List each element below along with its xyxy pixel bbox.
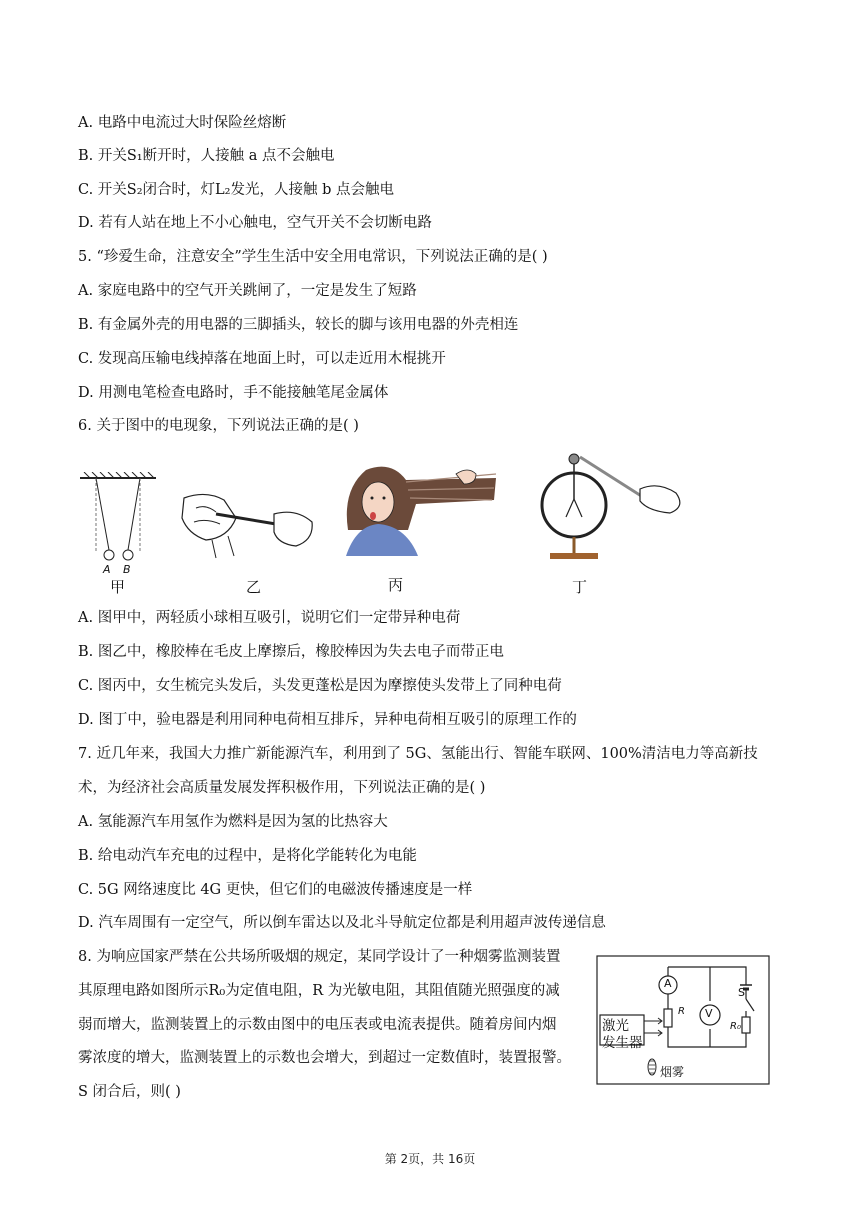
q8-line4: 雾浓度的增大，监测装置上的示数也会增大，到超过一定数值时，装置报警。 [78, 1050, 571, 1066]
q5-option-d: D. 用测电笔检查电路时，手不能接触笔尾金属体 [78, 385, 389, 401]
q5-option-c: C. 发现高压输电线掉落在地面上时，可以走近用木棍挑开 [78, 351, 446, 367]
q4-option-a: A. 电路中电流过大时保险丝熔断 [78, 115, 287, 131]
switch-label: S [738, 986, 745, 999]
girl-hair-figure [336, 460, 498, 556]
laser-label-line1: 激光 [602, 1018, 629, 1034]
ball-label-b: B [123, 563, 131, 576]
q5-stem: 5. “珍爱生命，注意安全”学生生活中安全用电常识，下列说法正确的是( ) [78, 249, 548, 265]
q8-line5: S 闭合后，则( ) [78, 1084, 181, 1100]
electroscope-figure [536, 447, 694, 565]
voltmeter-label: V [705, 1007, 713, 1020]
page-footer: 第 2页，共 16页 [384, 1152, 476, 1166]
q7-stem-line2: 术，为经济社会高质量发展发挥积极作用，下列说法正确的是( ) [78, 780, 486, 796]
q4-option-d: D. 若有人站在地上不小心触电，空气开关不会切断电路 [78, 215, 432, 231]
q5-option-b: B. 有金属外壳的用电器的三脚插头，较长的脚与该用电器的外壳相连 [78, 317, 519, 333]
q7-option-a: A. 氢能源汽车用氢作为燃料是因为氢的比热容大 [78, 814, 388, 830]
q8-line1: 8. 为响应国家严禁在公共场所吸烟的规定，某同学设计了一种烟雾监测装置 [78, 949, 561, 965]
figure-caption-ding: 丁 [572, 578, 588, 596]
q4-option-c: C. 开关S₂闭合时，灯L₂发光，人接触 b 点会触电 [78, 182, 394, 198]
photoresistor-label: R [678, 1006, 685, 1017]
ball-label-a: A [103, 563, 111, 576]
rubbing-rod-figure [176, 488, 321, 560]
q7-option-b: B. 给电动汽车充电的过程中，是将化学能转化为电能 [78, 848, 417, 864]
q6-option-a: A. 图甲中，两轻质小球相互吸引，说明它们一定带异种电荷 [78, 610, 461, 626]
pendulum-figure [78, 472, 158, 572]
smoke-label: 烟雾 [660, 1065, 685, 1079]
q7-stem-line1: 7. 近几年来，我国大力推广新能源汽车，利用到了 5G、氢能出行、智能车联网、100%清洁电力等高新技 [78, 746, 758, 762]
q8-line3: 弱而增大，监测装置上的示数由图中的电压表或电流表提供。随着房间内烟 [78, 1017, 557, 1033]
q4-option-b: B. 开关S₁断开时，人接触 a 点不会触电 [78, 148, 335, 164]
q6-option-d: D. 图丁中，验电器是利用同种电荷相互排斥，异种电荷相互吸引的原理工作的 [78, 712, 577, 728]
figure-caption-yi: 乙 [246, 578, 262, 596]
q5-option-a: A. 家庭电路中的空气开关跳闸了，一定是发生了短路 [78, 283, 417, 299]
ammeter-label: A [664, 977, 672, 990]
q8-line2: 其原理电路如图所示R₀为定值电阻，R 为光敏电阻，其阻值随光照强度的减 [78, 983, 560, 999]
figure-caption-jia: 甲 [110, 578, 126, 596]
figure-caption-bing: 丙 [388, 576, 404, 594]
q6-stem: 6. 关于图中的电现象，下列说法正确的是( ) [78, 418, 359, 434]
laser-label-line2: 发生器 [602, 1035, 643, 1051]
q7-option-d: D. 汽车周围有一定空气，所以倒车雷达以及北斗导航定位都是利用超声波传递信息 [78, 915, 606, 931]
q6-option-b: B. 图乙中，橡胶棒在毛皮上摩擦后，橡胶棒因为失去电子而带正电 [78, 644, 504, 660]
q7-option-c: C. 5G 网络速度比 4G 更快，但它们的电磁波传播速度是一样 [78, 882, 473, 898]
resistor-label: R₀ [730, 1021, 741, 1032]
q6-option-c: C. 图丙中，女生梳完头发后，头发更蓬松是因为摩擦使头发带上了同种电荷 [78, 678, 562, 694]
